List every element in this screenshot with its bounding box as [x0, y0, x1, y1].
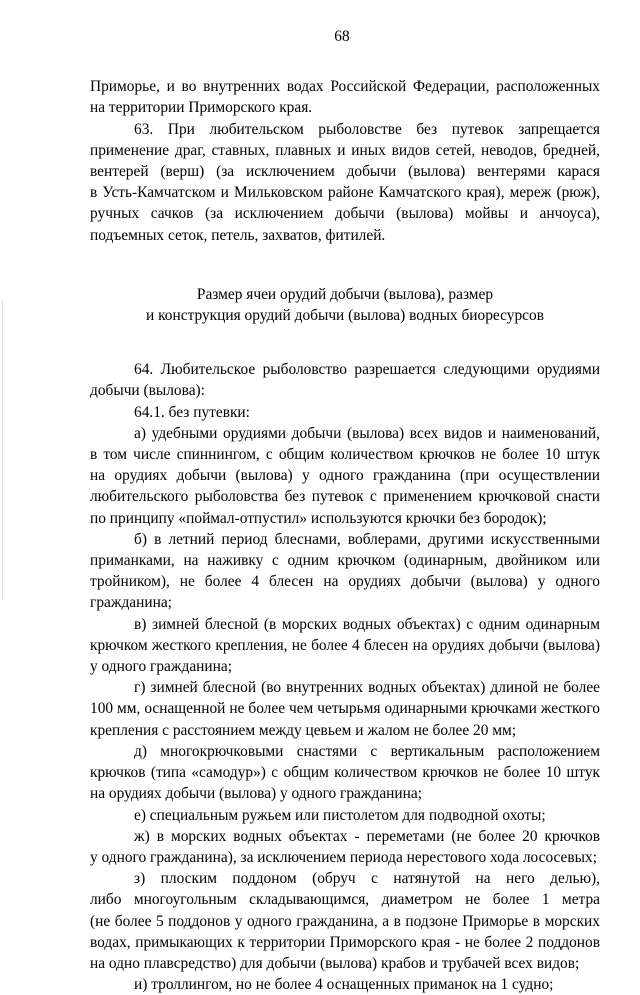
item-v-line-2: крючком жесткого крепления, не более 4 блесен на орудиях добычи (вылова): [90, 636, 600, 654]
item-z-line-3: (не более 5 поддонов у одного гражданина, а в подзоне Приморье в морских: [90, 912, 600, 930]
item-zh-line-1: ж) в морских водных объектах - переметами (не более 20 крючков: [134, 827, 600, 845]
para-63-line-5: ручных сачков (за исключением добычи (вылова) мойвы и анчоуса),: [90, 205, 600, 223]
page-number: 68: [334, 28, 350, 45]
para-63-line-1: 63. При любительском рыболовстве без путевок запрещается: [134, 120, 600, 138]
item-a-line-5: по принципу «поймал-отпустил» используются крючки без бородок);: [90, 509, 547, 527]
item-v-line-3: у одного гражданина;: [90, 658, 232, 676]
section-heading: [90, 284, 600, 326]
item-a-line-2: в том числе спиннингом, с общим количеством крючков не более 10 штук: [90, 446, 600, 464]
item-a-line-3: на орудиях добычи (вылова) у одного гражданина (при осуществлении: [90, 467, 600, 485]
para-64-1: 64.1. без путевки:: [134, 403, 250, 421]
item-z-line-1: з) плоским поддоном (обруч с натянутой на него делью),: [134, 870, 600, 888]
para-63-line-3: вентерей (верш) (за исключением добычи (вылова) вентерями карася: [90, 163, 600, 181]
item-b-line-2: приманками, на наживку с одним крючком (одинарным, двойником или: [90, 552, 600, 570]
section-heading-line-2: и конструкция орудий добычи (вылова) водных биоресурсов: [146, 307, 544, 325]
para-63-line-4: в Усть-Камчатском и Мильковском районе Камчатского края), мереж (рюж),: [90, 184, 600, 202]
item-i: и) троллингом, но не более 4 оснащенных приманок на 1 судно;: [134, 976, 554, 994]
intro-line-1: Приморье, и во внутренних водах Российской Федерации, расположенных: [90, 78, 600, 96]
item-z-line-2: либо многоугольным складывающимся, диаметром не более 1 метра: [90, 891, 600, 909]
scan-margin-marks: [2, 300, 5, 600]
item-d-line-2: крючков (типа «самодур») с общим количеством крючков не более 10 штук: [90, 764, 600, 782]
item-z-line-4: водах, примыкающих к территории Приморского края - не более 2 поддонов: [90, 933, 600, 951]
item-g-line-2: 100 мм, оснащенной не более чем четырьмя одинарными крючками жесткого: [90, 700, 600, 718]
para-63-line-6: подъемных сеток, петель, захватов, фитилей.: [90, 226, 386, 244]
item-b-line-4: гражданина;: [90, 594, 172, 612]
item-d-line-3: на орудиях добычи (вылова) у одного гражданина;: [90, 785, 422, 803]
item-z-line-5: на одно плавсредство) для добычи (вылова) крабов и трубачей всех видов;: [90, 954, 580, 972]
item-b-line-1: б) в летний период блеснами, воблерами, другими искусственными: [134, 530, 600, 548]
para-63-line-2: применение драг, ставных, плавных и иных видов сетей, неводов, бредней,: [90, 141, 600, 159]
item-e: е) специальным ружьем или пистолетом для подводной охоты;: [134, 806, 546, 824]
intro-line-2: на территории Приморского края.: [90, 99, 313, 117]
item-a-line-4: любительского рыболовства без путевок с применением крючковой снасти: [90, 488, 600, 506]
section-heading-line-1: Размер ячеи орудий добычи (вылова), размер: [196, 285, 494, 303]
item-v-line-1: в) зимней блесной (в морских водных объектах) с одним одинарным: [134, 615, 600, 633]
item-g-line-3: крепления с расстоянием между цевьем и жалом не более 20 мм;: [90, 721, 517, 739]
item-g-line-1: г) зимней блесной (во внутренних водных объектах) длиной не более: [134, 679, 600, 697]
para-64-line-1: 64. Любительское рыболовство разрешается следующими орудиями: [134, 361, 600, 379]
item-zh-line-2: у одного гражданина), за исключением периода нерестового хода лососевых;: [90, 848, 597, 866]
item-b-line-3: тройником), не более 4 блесен на орудиях добычи (вылова) у одного: [90, 573, 600, 591]
para-64-line-2: добычи (вылова):: [90, 382, 205, 400]
item-a-line-1: а) удебными орудиями добычи (вылова) всех видов и наименований,: [134, 424, 600, 442]
item-d-line-1: д) многокрючковыми снастями с вертикальным расположением: [134, 742, 600, 760]
